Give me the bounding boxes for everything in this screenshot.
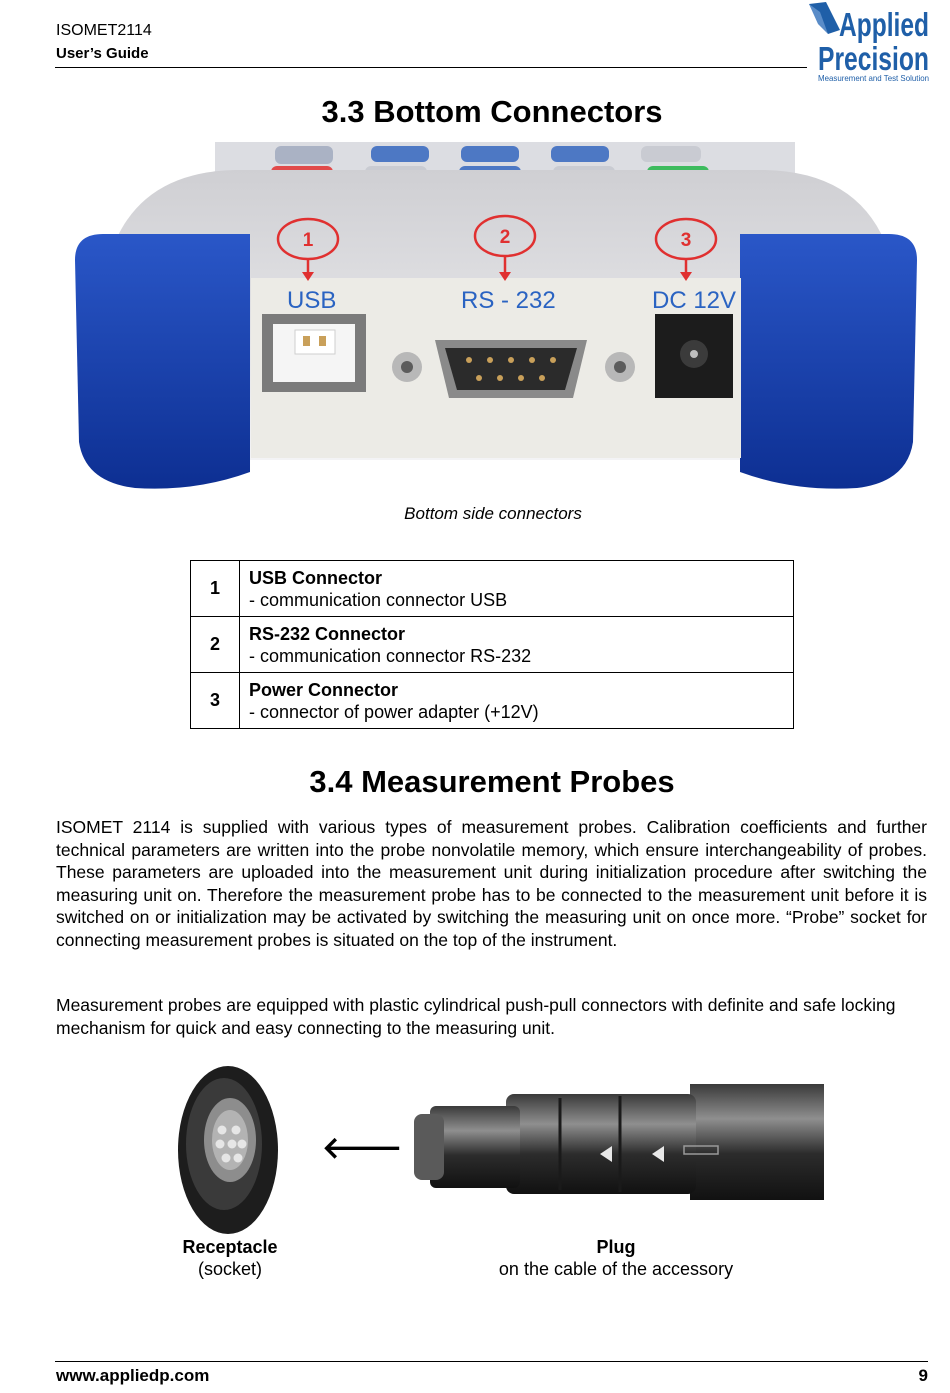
photo-caption: Bottom side connectors bbox=[404, 504, 582, 523]
page-number: 9 bbox=[918, 1366, 928, 1385]
callout-1: 1 bbox=[302, 230, 314, 251]
row-description bbox=[240, 561, 794, 617]
connector-name: Power Connector bbox=[249, 679, 399, 700]
device-bottom-photo bbox=[75, 142, 917, 494]
callout-3: 3 bbox=[680, 230, 692, 251]
plug-subtitle: on the cable of the accessory bbox=[498, 1259, 734, 1279]
port-label-rs232: RS - 232 bbox=[461, 287, 556, 314]
row-number: 1 bbox=[191, 561, 240, 617]
section-title-bottom-connectors: 3.3 Bottom Connectors bbox=[321, 94, 663, 129]
connector-name: USB Connector bbox=[249, 567, 383, 588]
connector-detail: - communication connector USB bbox=[249, 589, 508, 610]
row-description bbox=[240, 617, 794, 673]
applied-precision-logo bbox=[806, 0, 932, 84]
document-subtitle: User’s Guide bbox=[56, 45, 149, 62]
receptacle-subtitle: (socket) bbox=[197, 1259, 262, 1279]
row-number: 2 bbox=[191, 617, 240, 673]
section-title-measurement-probes: 3.4 Measurement Probes bbox=[309, 764, 675, 799]
header-divider bbox=[55, 67, 807, 68]
document-title: ISOMET2114 bbox=[56, 22, 152, 39]
table-row bbox=[191, 673, 794, 729]
probes-paragraph-2: Measurement probes are equipped with plastic cylindrical push-pull connectors with definite and safe locking mechanism for quick and easy connecting to the measuring unit. bbox=[56, 995, 896, 1038]
receptacle-caption bbox=[130, 1236, 330, 1280]
connector-table bbox=[190, 560, 794, 729]
logo-word-precision: Precision bbox=[818, 40, 929, 77]
logo-word-applied: Applied bbox=[839, 6, 929, 43]
footer-divider bbox=[55, 1361, 928, 1362]
receptacle-title: Receptacle bbox=[182, 1237, 278, 1257]
connector-name: RS-232 Connector bbox=[249, 623, 406, 644]
callout-2: 2 bbox=[499, 227, 511, 248]
plug-caption bbox=[456, 1236, 776, 1280]
table-row bbox=[191, 617, 794, 673]
probes-paragraph-1: ISOMET 2114 is supplied with various types of measurement probes. Calibration coefficients and further technical parameters are written into the probe nonvolatile memory, which ensure interchangeability of probes. These parameters are uploaded into the measurement unit during initialization procedure after switching the measuring unit on. Therefore the measurement probe has to be connected to the measurement unit before it is switched on or initialization may be activated by switching the measuring unit on once more. “Probe” socket for connecting measurement probes is situated on the top of the instrument. bbox=[56, 817, 927, 950]
connector-detail: - connector of power adapter (+12V) bbox=[249, 701, 539, 722]
plug-image bbox=[410, 1084, 824, 1202]
table-row bbox=[191, 561, 794, 617]
logo-tagline: Measurement and Test Solution bbox=[818, 73, 930, 83]
receptacle-image bbox=[170, 1060, 296, 1236]
row-description bbox=[240, 673, 794, 729]
port-label-usb: USB bbox=[287, 287, 337, 314]
arrow-left-icon: 🡐 bbox=[322, 1132, 403, 1165]
connector-detail: - communication connector RS-232 bbox=[249, 645, 532, 666]
footer-website-link[interactable]: www.appliedp.com bbox=[56, 1366, 210, 1385]
port-label-dc12v: DC 12V bbox=[652, 287, 737, 314]
row-number: 3 bbox=[191, 673, 240, 729]
plug-title: Plug bbox=[596, 1237, 636, 1257]
